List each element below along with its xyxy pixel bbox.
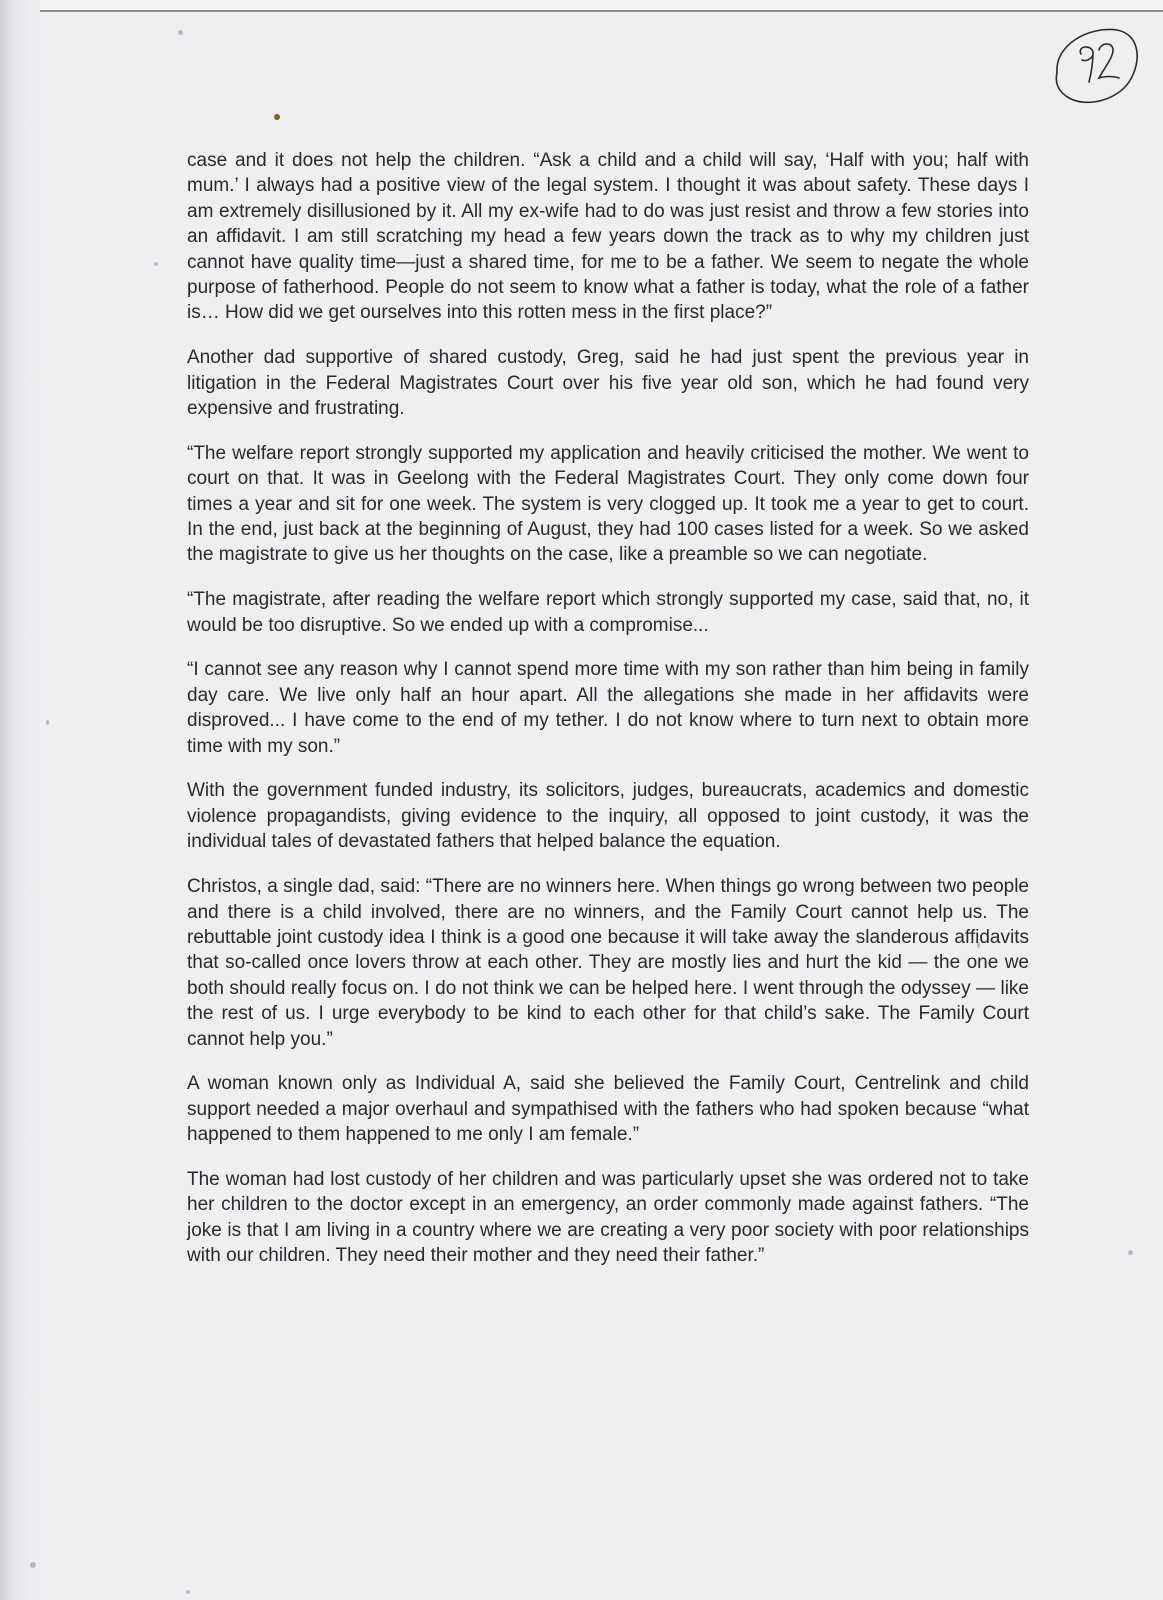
paragraph: “The magistrate, after reading the welfare report which strongly supported my case, said that, no, it would be too disruptive. So we ended up with a compromise... bbox=[187, 589, 1029, 636]
scan-speck bbox=[46, 720, 49, 725]
ink-dot bbox=[274, 114, 280, 120]
scan-speck bbox=[1128, 1250, 1133, 1255]
scan-speck bbox=[178, 30, 183, 35]
paragraph: The woman had lost custody of her children and was particularly upset she was ordered not to take her children to the doctor except in an emergency, an order commonly made against fathers. “The joke is that I am living in a country where we are creating a very poor society with poor relationships with our children. They need their mother and they need their father.” bbox=[187, 1168, 1029, 1267]
scan-left-shadow bbox=[0, 0, 40, 1600]
paragraph: case and it does not help the children. “Ask a child and a child will say, ‘Half with you; half with mum.’ I always had a positive view of the legal system. I thought it was about safety. These days I am extremely disillusioned by it. All my ex-wife had to do was just resist and throw a few stories into an affidavit. I am still scratching my head a few years down the track as to why my children just cannot have quality time—just a shared time, for me to be a father. We seem to negate the whole purpose of fatherhood. People do not seem to know what a father is today, what the role of a father is… How did we get ourselves into this rotten mess in the first place?” bbox=[187, 150, 1029, 324]
scan-top-margin bbox=[0, 0, 1163, 10]
scan-speck bbox=[154, 262, 158, 266]
paragraph: Christos, a single dad, said: “There are no winners here. When things go wrong between two people and there is a child involved, there are no winners, and the Family Court cannot help us. The rebuttable joint custody idea I think is a good one because it will take away the slanderous affidavits that so-called once lovers throw at each other. They are mostly lies and hurt the kid — the one we both should really focus on. I do not think we can be helped here. I went through the odyssey — like the rest of us. I urge everybody to be kind to each other for that child’s sake. The Family Court cannot help you.” bbox=[187, 876, 1029, 1050]
paragraph: A woman known only as Individual A, said she believed the Family Court, Centrelink and child support needed a major overhaul and sympathised with the fathers who had spoken because “what happened to them happened to me only I am female.” bbox=[187, 1073, 1029, 1146]
paragraph: “I cannot see any reason why I cannot spend more time with my son rather than him being in family day care. We live only half an hour apart. All the allegations she made in her affidavits were disproved... I have come to the end of my tether. I do not know where to turn next to obtain more time with my son.” bbox=[187, 659, 1029, 757]
scan-speck bbox=[30, 1562, 36, 1568]
handwritten-page-number bbox=[1047, 20, 1143, 110]
paragraph: With the government funded industry, its solicitors, judges, bureaucrats, academics and domestic violence propagandists, giving evidence to the inquiry, all opposed to joint custody, it was the individual tales of devastated fathers that helped balance the equation. bbox=[187, 780, 1029, 853]
scan-speck bbox=[186, 1590, 190, 1594]
paragraph: “The welfare report strongly supported my application and heavily criticised the mother. We went to court on that. It was in Geelong with the Federal Magistrates Court. They only come down four times a year and sit for one week. The system is very clogged up. It took me a year to get to court. In the end, just back at the beginning of August, they had 100 cases listed for a week. So we asked the magistrate to give us her thoughts on the case, like a preamble so we can negotiate. bbox=[187, 442, 1029, 566]
article-body bbox=[187, 148, 1029, 1288]
paragraph: Another dad supportive of shared custody, Greg, said he had just spent the previous year in litigation in the Federal Magistrates Court over his five year old son, which he had found very expensive and frustrating. bbox=[187, 347, 1029, 420]
page-top-edge bbox=[0, 10, 1163, 12]
